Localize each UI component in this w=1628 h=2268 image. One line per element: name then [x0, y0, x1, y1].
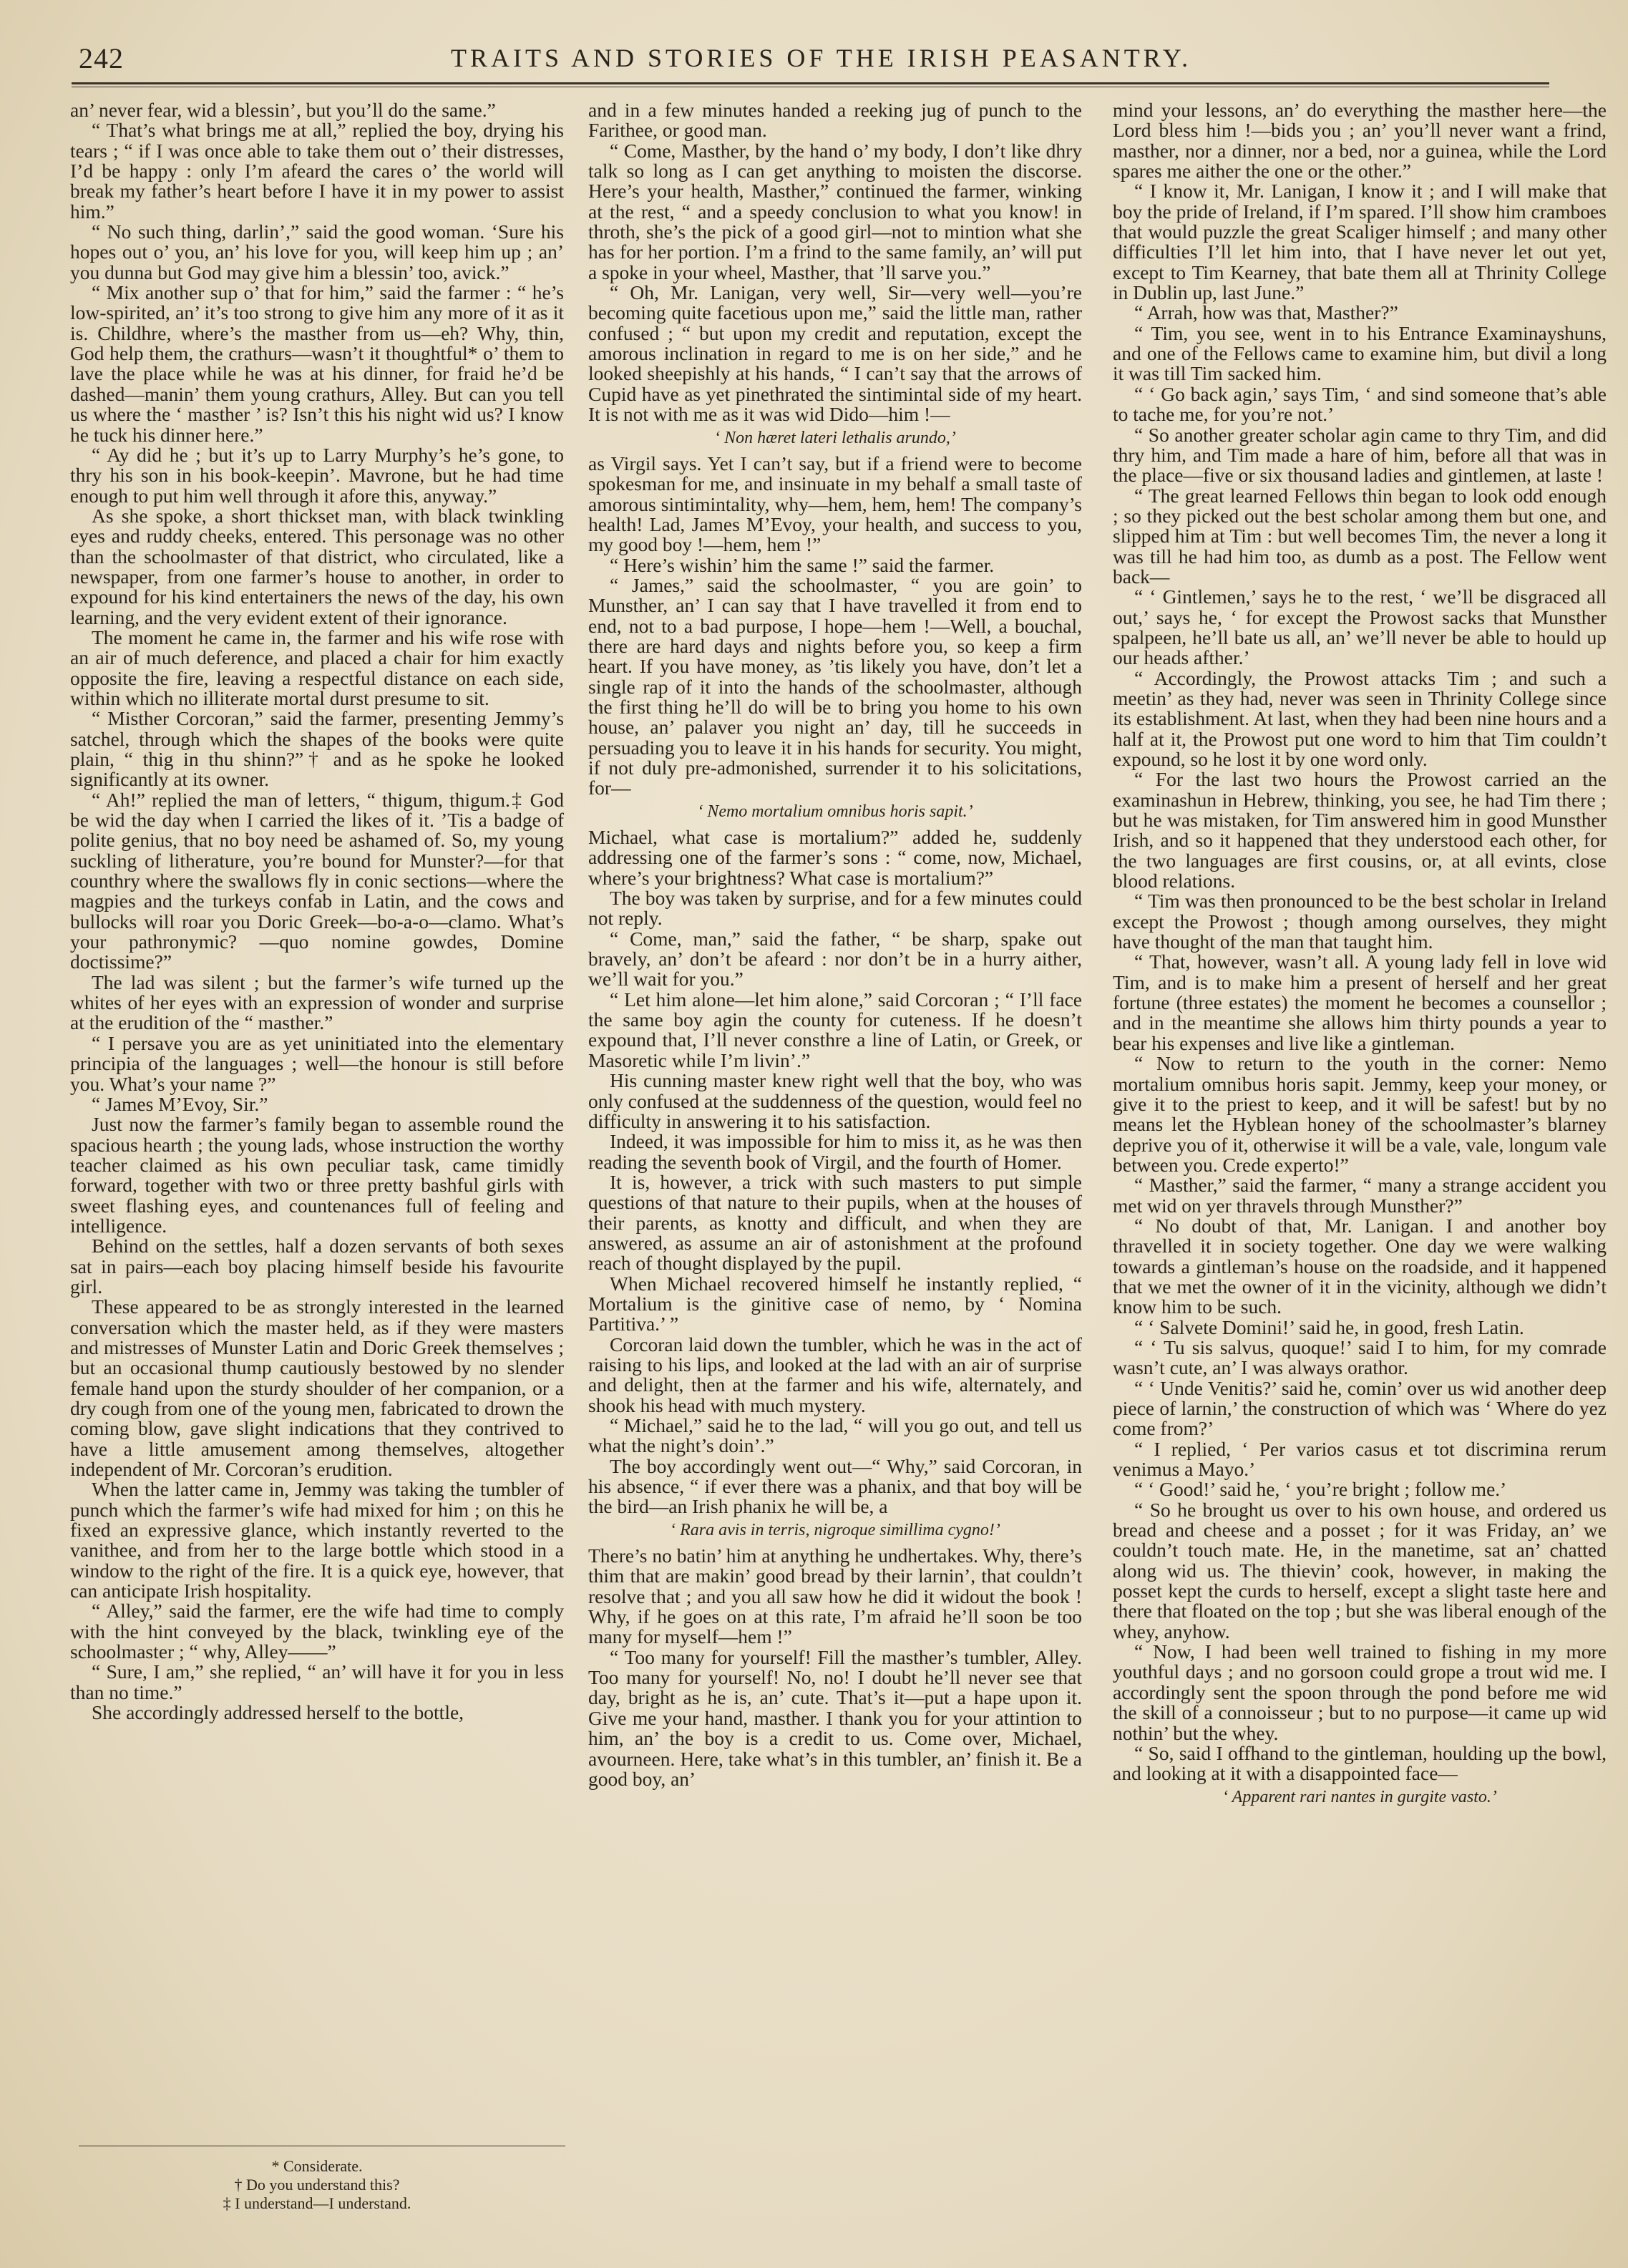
paragraph: Indeed, it was impossible for him to miss it, as he was then reading the seventh book of Virgil, and the fourth of Homer. — [588, 1130, 1082, 1173]
paragraph: “ Come, Masther, by the hand o’ my body, I don’t like dhry talk so long as I can get anything to moisten the discorse. Here’s your health, Masther,” continued the farmer, winking at the rest, “ and a speedy conclusion to what you know! in throth, she’s the pick of a good girl—not to mintion what she has for her portion. I’m a frind to the same family, an’ will put a spoke in your wheel, Masther, that ’ll sarve you.” — [588, 139, 1082, 283]
footnote: † Do you understand this? — [234, 2176, 400, 2194]
paragraph: There’s no batin’ him at anything he undhertakes. Why, there’s thim that are makin’ good bread by their larnin’, that couldn’t resolve that ; and you all saw how he did it widout the book ! Why, if he goes on at this rate, I’m afraid he’ll soon be too many for myself—hem !” — [588, 1544, 1082, 1648]
paragraph: These appeared to be as strongly interested in the learned conversation which the master held, as if they were masters and mistresses of Munster Latin and Doric Greek themselves ; but an occasional thump cautiously bestowed by no slender female hand upon the sturdy shoulder of her companion, or a dry cough from one of the young men, fabricated to drown the coming blow, gave slight indications that they contrived to have a little amusement among themselves, altogether independent of Mr. Corcoran’s erudition. — [70, 1295, 564, 1481]
paragraph: “ For the last two hours the Prowost carried an the examinashun in Hebrew, thinking, you see, he had Tim there ; but he was mistaken, for Tim answered him in good Munsther Irish, and so it happened that they understood each other, for the two languages are first cousins, or, at all evints, close blood relations. — [1113, 768, 1607, 892]
paragraph: “ Ah!” replied the man of letters, “ thigum, thigum.‡ God be wid the day when I carried the likes of it. ’Tis a badge of polite genius, that no boy need be ashamed of. So, my young suckling of litherature, you’re bound for Munster?—for that counthry where the swallows fly in conic sections—where the magpies and the turkeys confab in Latin, and the cows and bullocks will roar you Doric Greek—bo-a-o—clamo. What’s your pathronymic? —quo nomine gowdes, Domine doctissime?” — [70, 788, 564, 973]
paragraph: Just now the farmer’s family began to assemble round the spacious hearth ; the young lads, whose instruction the worthy teacher claimed as his own peculiar task, came timidly forward, together with two or three pretty bashful girls with sweet flashing eyes, and countenances full of feeling and intelligence. — [70, 1113, 564, 1237]
footnote: * Considerate. — [271, 2157, 363, 2175]
paragraph: “ ‘ Unde Venitis?’ said he, comin’ over us wid another deep piece of larnin,’ the construction of which was ‘ Where do yez come from?’ — [1113, 1376, 1607, 1440]
paragraph: “ Now, I had been well trained to fishing in my more youthful days ; and no gorsoon could grope a trout wid me. I accordingly sent the spoon through the pond before me wid the skill of a connoisseur ; but to no purpose—it came up wid nothin’ but the whey. — [1113, 1640, 1607, 1744]
paragraph: “ ‘ Gintlemen,’ says he to the rest, ‘ we’ll be disgraced all out,’ says he, ‘ for except the Prowost sacks that Munsther spalpeen, he’ll bate us all, an’ we’ll never be able to hould up our heads afther.’ — [1113, 585, 1607, 669]
paragraph: The boy accordingly went out—“ Why,” said Corcoran, in his absence, “ if ever there was a phanix, and that boy will be the bird—an Irish phanix he will be, a — [588, 1454, 1082, 1518]
paragraph: “ No such thing, darlin’,” said the good woman. ‘Sure his hopes out o’ you, an’ his love for you, will keep him up ; an’ you dunna but God may give him a blessin’ too, avick.” — [70, 220, 564, 283]
paragraph: “ Arrah, how was that, Masther?” — [1134, 301, 1398, 324]
text-column-1 — [70, 100, 564, 2190]
page-number: 242 — [79, 42, 124, 74]
paragraph: “ Too many for yourself! Fill the masther’s tumbler, Alley. Too many for yourself! No, no! I doubt he’ll never see that day, bright as he is, an’ cute. That’s it—put a hape upon it. Give me your hand, masther. I thank you for your attintion to him, an’ the boy is a credit to us. Come over, Michael, avourneen. Here, take what’s in this tumbler, an’ finish it. Be a good boy, an’ — [588, 1645, 1082, 1790]
paragraph: It is, however, a trick with such masters to put simple questions of that nature to their pupils, when at the houses of their parents, as knotty and difficult, and when they are answered, as assume an air of astonishment at the profound reach of thought displayed by the pupil. — [588, 1170, 1082, 1275]
footnote: ‡ I understand—I understand. — [223, 2194, 411, 2212]
paragraph: “ Alley,” said the farmer, ere the wife had time to comply with the hint conveyed by the black, twinkling eye of the schoolmaster ; “ why, Alley——” — [70, 1600, 564, 1663]
paragraph: “ Now to return to the youth in the corner: Nemo mortalium omnibus horis sapit. Jemmy, keep your money, or give it to the priest to keep, and it will be safest! but by no means let the Hyblean honey of the schoolmaster’s blarney deprive you of it, otherwise it will be a vale, vale, longum vale between you. Crede experto!” — [1113, 1052, 1607, 1176]
paragraph: “ James M’Evoy, Sir.” — [92, 1092, 268, 1115]
paragraph: “ Masther,” said the farmer, “ many a strange accident you met wid on yer thravels through Munsther?” — [1113, 1174, 1607, 1217]
paragraph: “ Accordingly, the Prowost attacks Tim ; and such a meetin’ as they had, never was seen in Thrinity College since its establishment. At last, when they had been nine hours and a half at it, the Prowost put one word to him that Tim couldn’t expound, so he lost it by one word only. — [1113, 666, 1607, 770]
paragraph: The boy was taken by surprise, and for a few minutes could not reply. — [588, 887, 1082, 930]
paragraph: “ The great learned Fellows thin began to look odd enough ; so they picked out the best scholar among them but one, and slipped him at Tim : but well becomes Tim, the never a long it was till he had him too, as dumb as a post. The Fellow went back— — [1113, 484, 1607, 588]
paragraph: “ So another greater scholar agin came to thry Tim, and did thry him, and Tim made a hare of him, before all that was in the place—five or six thousand ladies and gintlemen, at laste ! — [1113, 423, 1607, 487]
paragraph: “ I persave you are as yet uninitiated into the elementary principia of the languages ; well—the honour is still before you. What’s your name ?” — [70, 1031, 564, 1095]
paragraph: “ That’s what brings me at all,” replied the boy, drying his tears ; “ if I was once able to take them out o’ their distresses, I’d be happy : only I’m afeard the cares o’ the world will break my father’s heart before I have it in my power to assist him.” — [70, 119, 564, 223]
paragraph: “ Come, man,” said the father, “ be sharp, spake out bravely, an’ don’t be afeard : nor don’t be in a hurry aither, we’ll wait for you.” — [588, 927, 1082, 991]
header-rule — [72, 82, 1549, 84]
paragraph: When the latter came in, Jemmy was taking the tumbler of punch which the farmer’s wife had mixed for him ; on this he fixed an expressive glance, which instantly reverted to the vanithee, and from her to the large bottle which stood in a window to the right of the fire. It is a quick eye, however, that can anticipate Irish hospitality. — [70, 1478, 564, 1602]
paragraph: “ I replied, ‘ Per varios casus et tot discrimina rerum venimus a Mayo.’ — [1113, 1437, 1607, 1481]
paragraph: The lad was silent ; but the farmer’s wife turned up the whites of her eyes with an expression of wonder and surprise at the erudition of the “ masther.” — [70, 970, 564, 1034]
paragraph: “ I know it, Mr. Lanigan, I know it ; and I will make that boy the pride of Ireland, if I’m spared. I’ll show him cramboes that would puzzle the great Scaliger himself ; and many other difficulties I’ll let him into, that I have never let out yet, except to Tim Kearney, that bate them all at Thrinity College in Dublin up, last June.” — [1113, 180, 1607, 304]
paragraph: “ Tim was then pronounced to be the best scholar in Ireland except the Prowost ; though among ourselves, they might have thought of the man that taught him. — [1113, 890, 1607, 953]
paragraph: His cunning master knew right well that the boy, who was only confused at the suddenness of the question, would feel no difficulty in answering it to his satisfaction. — [588, 1069, 1082, 1132]
paragraph: “ So, said I offhand to the gintleman, houlding up the bowl, and looking at it with a disappointed face— — [1113, 1741, 1607, 1785]
running-title: TRAITS AND STORIES OF THE IRISH PEASANTRY. — [451, 44, 1192, 72]
paragraph: Michael, what case is mortalium?” added he, suddenly addressing one of the farmer’s sons : “ come, now, Michael, where’s your brightness? What case is mortalium?” — [588, 826, 1082, 889]
quotation: ‘ Non hæret lateri lethalis arundo,’ — [714, 428, 956, 447]
paragraph: as Virgil says. Yet I can’t say, but if a friend were to become spokesman for me, and insinuate in my behalf a small taste of amorous sintimintality, why—hem, hem, hem! The company’s health! Lad, James M’Evoy, your health, and success to you, my good boy !—hem, hem !” — [588, 452, 1082, 556]
paragraph: “ Tim, you see, went in to his Entrance Examinayshuns, and one of the Fellows came to examine him, but divil a long it was till Tim sacked him. — [1113, 321, 1607, 385]
paragraph: “ Here’s wishin’ him the same !” said the farmer. — [610, 553, 995, 576]
paragraph: and in a few minutes handed a reeking jug of punch to the Farithee, or good man. — [588, 100, 1082, 142]
text-column-3 — [1113, 100, 1607, 2190]
paragraph: As she spoke, a short thickset man, with black twinkling eyes and ruddy cheeks, entered. This personage was no other than the schoolmaster of that district, who circulated, like a newspaper, from one farmer’s house to another, in order to expound for his kind entertainers the news of the day, his own learning, and the very evident extent of their ignorance. — [70, 504, 564, 628]
paragraph: “ Ay did he ; but it’s up to Larry Murphy’s he’s gone, to thry his son in his book-keepin’. Mavrone, but he had time enough to put him well through it afore this, anyway.” — [70, 443, 564, 507]
paragraph: mind your lessons, an’ do everything the masther here—the Lord bless him !—bids you ; an’ you’ll never want a frind, masther, nor a dinner, nor a bed, nor a guinea, while the Lord spares me aither the one or the other.” — [1113, 100, 1607, 182]
paragraph: “ That, however, wasn’t all. A young lady fell in love wid Tim, and is to make him a present of herself and her great fortune (three estates) the moment he becomes a counsellor ; and in the meantime she allows him thirty pounds a year to bear his expenses and live like a gintleman. — [1113, 950, 1607, 1054]
paragraph: “ So he brought us over to his own house, and ordered us bread and cheese and a posset ; for it was Friday, an’ we couldn’t touch mate. He, in the manetime, sat an’ chatted along wid us. The thievin’ cook, however, in making the posset kept the curds to herself, except a slight taste here and there that floated on the top ; but she was liberal enough of the whey, anyhow. — [1113, 1498, 1607, 1642]
quotation: ‘ Nemo mortalium omnibus horis sapit.’ — [697, 802, 973, 821]
paragraph: “ Sure, I am,” she replied, “ an’ will have it for you in less than no time.” — [70, 1660, 564, 1703]
paragraph: Corcoran laid down the tumbler, which he was in the act of raising to his lips, and looked at the lad with an air of surprise and delight, then at the farmer and his wife, alternately, and shook his head with much mystery. — [588, 1333, 1082, 1416]
paragraph: “ Oh, Mr. Lanigan, very well, Sir—very well—you’re becoming quite facetious upon me,” said the little man, rather confused ; “ but upon my credit and reputation, except the amorous inclination in regard to me is on her side,” and he looked sheepishly at his hands, “ I can’t say that the arrows of Cupid have as yet pinethrated the sintimintal side of my heart. It is not with me as it was wid Dido—him !— — [588, 281, 1082, 426]
paragraph: “ ‘ Salvete Domini!’ said he, in good, fresh Latin. — [1134, 1315, 1524, 1338]
paragraph: “ ‘ Good!’ said he, ‘ you’re bright ; follow me.’ — [1134, 1478, 1507, 1501]
paragraph: When Michael recovered himself he instantly replied, “ Mortalium is the ginitive case of nemo, by ‘ Nomina Partitiva.’ ” — [588, 1272, 1082, 1335]
footnotes — [70, 2157, 564, 2213]
paragraph: “ Misther Corcoran,” said the farmer, presenting Jemmy’s satchel, through which the shapes of the books were quite plain, “ thig in thu shinn?”† and as he spoke he looked significantly at its owner. — [70, 707, 564, 791]
text-column-2 — [588, 100, 1082, 2190]
paragraph: “ Michael,” said he to the lad, “ will you go out, and tell us what the night’s doin’.” — [588, 1414, 1082, 1457]
paragraph: “ Let him alone—let him alone,” said Corcoran ; “ I’ll face the same boy agin the county for cuteness. If he doesn’t expound that, I’ll never consthre a line of Latin, or Greek, or Masoretic while I’m livin’.” — [588, 988, 1082, 1071]
paragraph: “ James,” said the schoolmaster, “ you are goin’ to Munsther, an’ I can say that I have travelled it from end to end, not to a bad purpose, I hope—hem !—Well, a bouchal, there are hard days and nights before you, so keep a firm heart. If you have money, as ’tis likely you have, don’t let a single rap of it into the hands of the schoolmaster, although the first thing he’ll do will be to bring you home to his own house, an’ palaver you night an’ day, till he succeeds in persuading you to leave it in his hands for security. You might, if not duly pre-admonished, surrender it to his solicitations, for— — [588, 573, 1082, 799]
paragraph: Behind on the settles, half a dozen servants of both sexes sat in pairs—each boy placing himself beside his favourite girl. — [70, 1235, 564, 1298]
paragraph: She accordingly addressed herself to the bottle, — [92, 1701, 464, 1724]
page-header — [79, 42, 1546, 77]
paragraph: “ No doubt of that, Mr. Lanigan. I and another boy thravelled it in society together. One day we were walking towards a gintleman’s house on the roadside, and it happened that we met the owner of it in the vicinity, although we didn’t know him to be such. — [1113, 1214, 1607, 1318]
paragraph: The moment he came in, the farmer and his wife rose with an air of much deference, and placed a chair for him exactly opposite the fire, leaving a respectful distance on each side, within which no illiterate mortal durst presume to sit. — [70, 626, 564, 709]
paragraph: “ Mix another sup o’ that for him,” said the farmer : “ he’s low-spirited, an’ it’s too strong to give him any more of it as it is. Childhre, where’s the masther from us—eh? Why, thin, God help them, the crathurs—wasn’t it thoughtful* o’ them to lave the place while he was at his dinner, for fraid he’d be dashed—manin’ them young crathurs, Alley. But can you tell us where the ‘ masther ’ is? Isn’t this his night wid us? I know he tuck his dinner here.” — [70, 281, 564, 446]
quotation: ‘ Apparent rari nantes in gurgite vasto.’ — [1222, 1787, 1497, 1806]
paragraph: “ ‘ Tu sis salvus, quoque!’ said I to him, for my comrade wasn’t cute, an’ I was always orathor. — [1113, 1335, 1607, 1379]
paragraph: an’ never fear, wid a blessin’, but you’ll do the same.” — [70, 100, 496, 121]
paragraph: “ ‘ Go back agin,’ says Tim, ‘ and sind someone that’s able to tache me, for you’re not.’ — [1113, 382, 1607, 426]
quotation: ‘ Rara avis in terris, nigroque simillima cygno!’ — [670, 1520, 1000, 1539]
